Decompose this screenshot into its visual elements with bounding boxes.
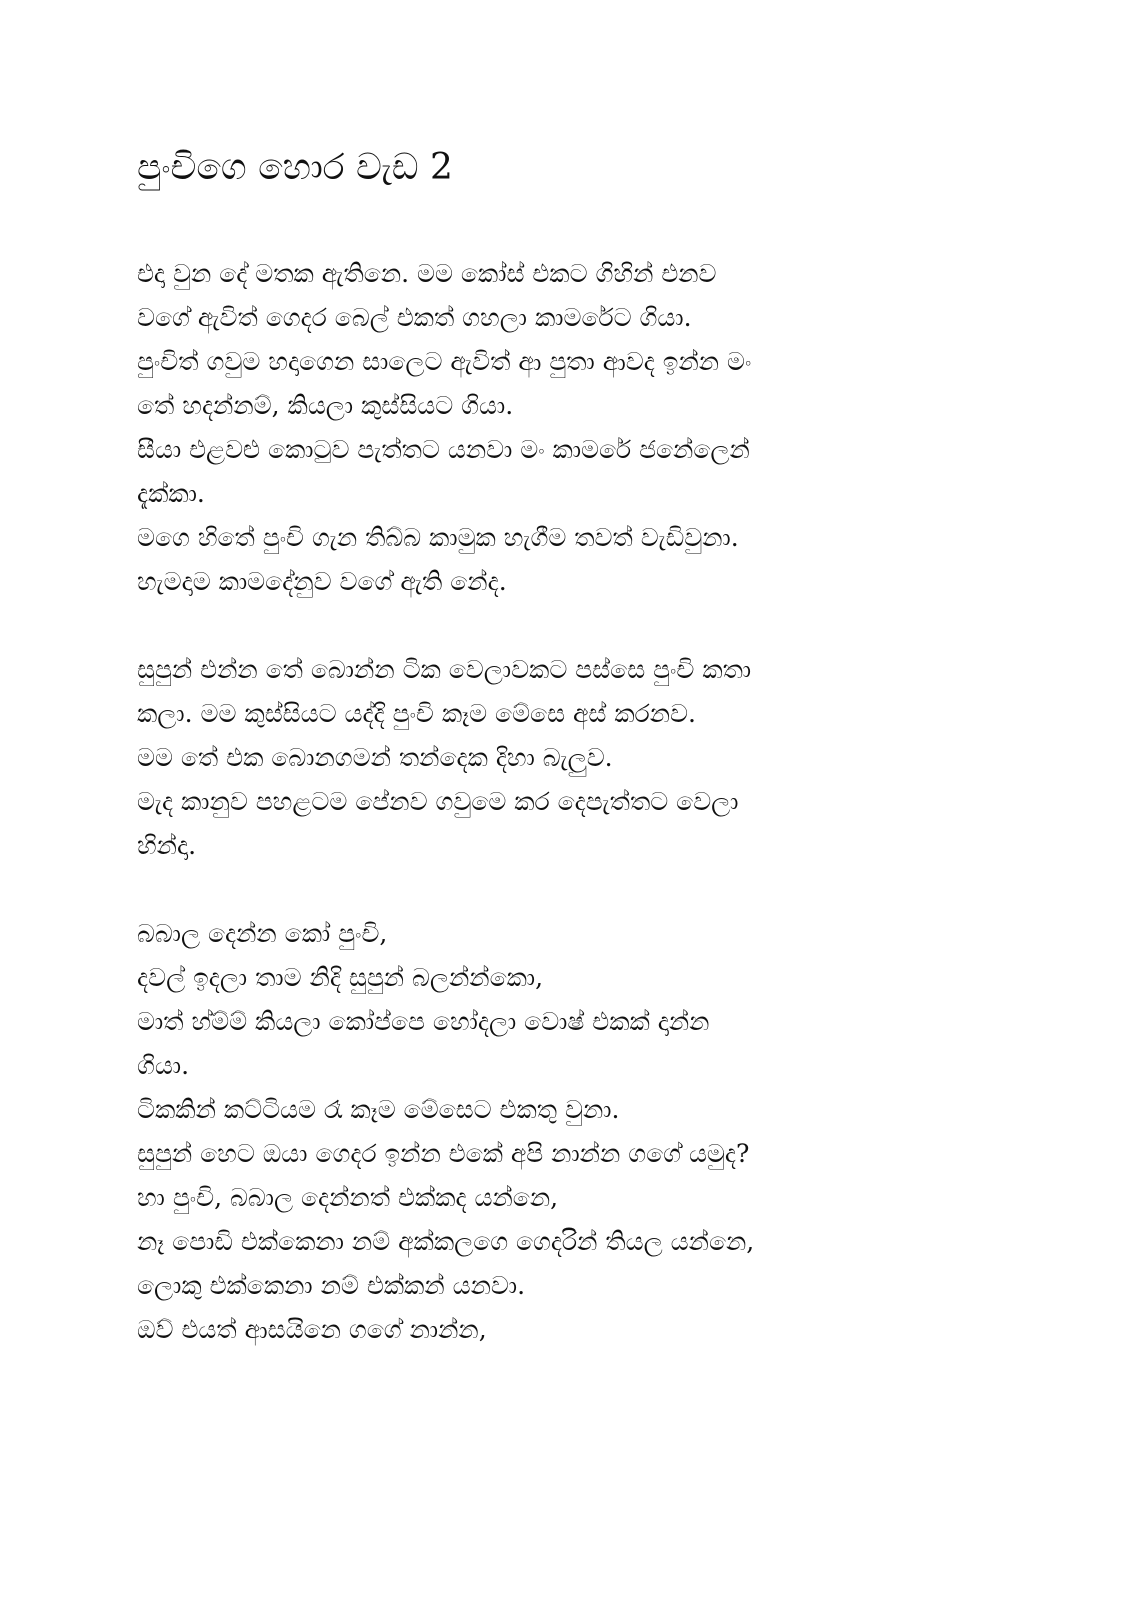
text-line: මම තේ එක බොනගමන් තන්දෙක දිහා බැලුව. bbox=[137, 743, 613, 772]
text-line: තේ හදන්නම්, කියලා කුස්සියට ගියා. bbox=[137, 391, 514, 420]
text-line: මාත් හ්ම්ම් කියලා කෝප්පෙ හෝදලා වොෂ් එකක් දාන්න bbox=[137, 1007, 710, 1036]
text-line: සුපුන් හෙට ඔයා ගෙදර ඉන්න එකේ අපි නාන්න ගගේ යමුද? bbox=[137, 1139, 750, 1168]
document-body bbox=[137, 252, 1037, 1396]
paragraph-1 bbox=[137, 252, 1037, 604]
text-line: දවල් ඉදලා තාම නිදි සුපුන් බලන්න්කො, bbox=[137, 963, 544, 992]
text-line: ගියා. bbox=[137, 1051, 190, 1080]
text-line: පුංචිත් ගවුම හදාගෙන සාලෙට ඇවිත් ආ පුතා ආවද ඉන්න මං bbox=[137, 347, 752, 376]
text-line: හැමදාම කාමදේනුව වගේ ඇති නේද. bbox=[137, 567, 507, 596]
text-line: එදා වුන දේ මතක ඇතිනෙ. මම කෝස් එකට ගිහින් එනව bbox=[137, 259, 717, 288]
text-line: ඔව් එයත් ආසයිනෙ ගගේ නාන්න, bbox=[137, 1315, 487, 1344]
text-line: කලා. මම කුස්සියට යද්දි පුංචි කෑම මේසෙ අස් කරනව. bbox=[137, 699, 696, 728]
document-title: පුංචිගෙ හොර වැඩ 2 bbox=[137, 147, 453, 188]
text-line: සුපුන් එන්න තේ බොන්න ටික වෙලාවකට පස්සෙ පුංචි කතා bbox=[137, 655, 752, 684]
paragraph-3 bbox=[137, 912, 1037, 1352]
text-line: බබාල දෙන්න කෝ පුංචි, bbox=[137, 919, 388, 948]
text-line: ටිකකින් කට්ටියම රෑ කෑම මේසෙට එකතු වුනා. bbox=[137, 1095, 620, 1124]
text-line: දැක්කා. bbox=[137, 479, 205, 508]
text-line: නෑ පොඩි එක්කෙනා නම් අක්කලගෙ ගෙදරින් තියල යන්නෙ, bbox=[137, 1227, 755, 1256]
text-line: හින්දා. bbox=[137, 831, 197, 860]
text-line: ලොකු එක්කෙනා නම් එක්කන් යනවා. bbox=[137, 1271, 526, 1300]
text-line: සීයා එළවළු කොටුව පැත්තට යනවා මං කාමරේ ජනේලෙන් bbox=[137, 435, 750, 464]
text-line: මගෙ හිතේ පුංචි ගැන තිබ්බ කාමුක හැගීම තවත් වැඩිවුනා. bbox=[137, 523, 739, 552]
paragraph-2 bbox=[137, 648, 1037, 868]
text-line: වගේ ඇවිත් ගෙදර බෙල් එකත් ගහලා කාමරේට ගියා. bbox=[137, 303, 692, 332]
text-line: හා පුංචි, බබාල දෙන්නත් එක්කද යන්නෙ, bbox=[137, 1183, 559, 1212]
text-line: මැද කානුව පහළටම පේනව ගවුමෙ කර දෙපැත්තට වෙලා bbox=[137, 787, 739, 816]
